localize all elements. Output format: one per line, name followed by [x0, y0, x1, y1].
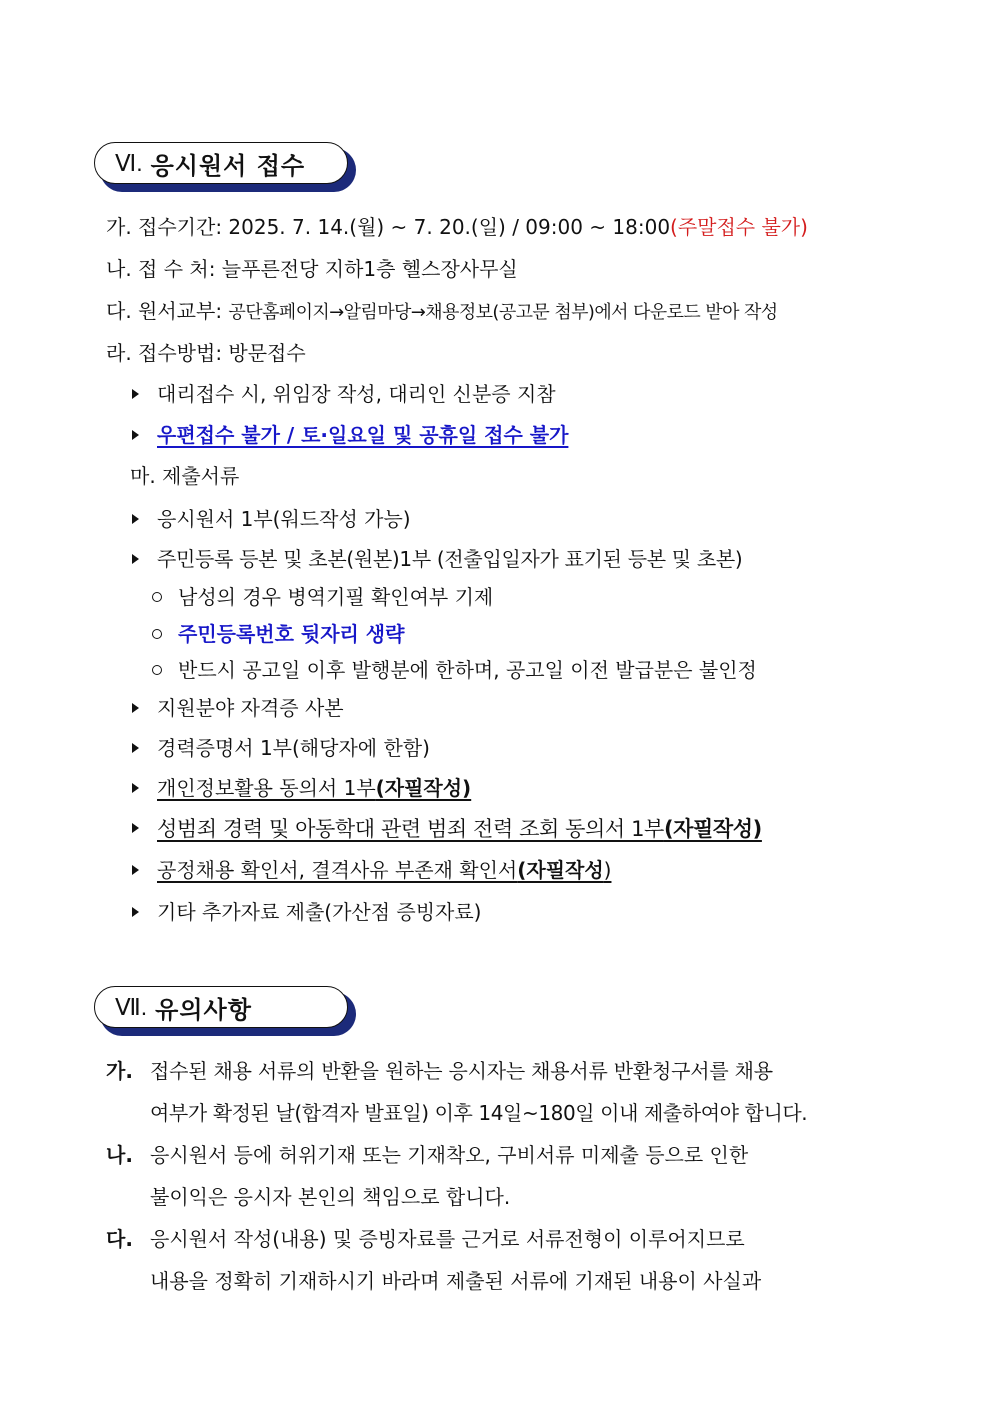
- notice-text-cont: 여부가 확정된 날(합격자 발표일) 이후 14일~180일 이내 제출하여야 합니다.: [150, 1101, 808, 1125]
- item-ma: 마. 제출서류: [130, 464, 240, 488]
- bullet-triangle-icon: [132, 907, 139, 917]
- list-item-text: [157, 817, 762, 841]
- list-item-text: 기타 추가자료 제출(가산점 증빙자료): [157, 900, 482, 924]
- bullet-triangle-icon: [132, 430, 139, 440]
- notice-line-1: [106, 1050, 896, 1092]
- list-item: [132, 734, 430, 762]
- sub-item-text: 반드시 공고일 이후 발행분에 한하며, 공고일 이전 발급분은 불인정: [178, 658, 757, 682]
- list-item-text: 지원분야 자격증 사본: [157, 696, 344, 720]
- sub-item: [152, 656, 757, 684]
- notice-item: [106, 1218, 896, 1302]
- sub-item-text: 남성의 경우 병역기필 확인여부 기제: [178, 585, 494, 609]
- notice-line-1: [106, 1134, 896, 1176]
- doc-text: 성범죄 경력 및 아동학대 관련 범죄 전력 조회 동의서 1부: [157, 817, 664, 841]
- section-header-7: [94, 986, 356, 1036]
- sub-item: [152, 620, 404, 648]
- section-title: 응시원서 접수: [150, 151, 306, 180]
- list-item: [132, 694, 344, 722]
- weekend-note: (주말접수 불가): [670, 215, 808, 239]
- notice-line-1: [106, 1218, 896, 1260]
- doc-text: 공정채용 확인서, 결격사유 부존재 확인서: [157, 858, 518, 882]
- bullet-triangle-icon: [132, 743, 139, 753]
- notice-marker: 나.: [106, 1143, 133, 1167]
- notice-text-cont: 내용을 정확히 기재하시기 바라며 제출된 서류에 기재된 내용이 사실과: [150, 1269, 762, 1293]
- doc-close-paren: ): [603, 858, 612, 882]
- list-item-text: [157, 858, 611, 882]
- bullet-circle-icon: [152, 665, 162, 675]
- doc-bold-note: (자필작성): [663, 817, 762, 841]
- section-numeral: Ⅵ.: [115, 149, 143, 176]
- item-ra: 라. 접수방법: 방문접수: [106, 341, 306, 365]
- list-item-text: [157, 776, 471, 800]
- header-box: [94, 986, 348, 1028]
- bullet-circle-icon: [152, 592, 162, 602]
- item-na: 나. 접 수 처: 늘푸른전당 지하1층 헬스장사무실: [106, 257, 518, 281]
- notice-item: [106, 1050, 896, 1134]
- list-item: [132, 774, 471, 802]
- list-item: [132, 815, 762, 843]
- list-item-text: 응시원서 1부(워드작성 가능): [157, 507, 411, 531]
- notice-marker: 다.: [106, 1227, 133, 1251]
- doc-text: 개인정보활용 동의서 1부: [157, 776, 376, 800]
- notice-text: 응시원서 등에 허위기재 또는 기재착오, 구비서류 미제출 등으로 인한: [150, 1143, 749, 1167]
- section-numeral: Ⅶ.: [115, 993, 148, 1020]
- sub-item: [152, 583, 493, 611]
- notice-item: [106, 1134, 896, 1218]
- section-title: 유의사항: [155, 995, 252, 1024]
- list-item: [132, 545, 742, 573]
- section-header-6: [94, 142, 356, 192]
- bullet-triangle-icon: [132, 783, 139, 793]
- item-ga-text: 가. 접수기간: 2025. 7. 14.(월) ~ 7. 20.(일) / 09:00 ~ 18:00: [106, 215, 671, 239]
- bullet-triangle-icon: [132, 389, 139, 399]
- item-da-text: 공단홈페이지→알림마당→채용정보(공고문 첨부)에서 다운로드 받아 작성: [228, 302, 778, 323]
- list-item: [132, 856, 611, 884]
- list-item: [132, 898, 481, 926]
- notice-text-cont: 불이익은 응시자 본인의 책임으로 합니다.: [150, 1185, 511, 1209]
- item-ga: [106, 213, 808, 241]
- bullet-triangle-icon: [132, 703, 139, 713]
- list-item-text: 주민등록 등본 및 초본(원본)1부 (전출입일자가 표기된 등본 및 초본): [157, 547, 743, 571]
- bullet-triangle-icon: [132, 865, 139, 875]
- resident-number-note: 주민등록번호 뒷자리 생략: [178, 622, 405, 646]
- bullet-triangle-icon: [132, 514, 139, 524]
- bullet-circle-icon: [152, 629, 162, 639]
- mail-restriction-text: 우편접수 불가 / 토·일요일 및 공휴일 접수 불가: [157, 423, 569, 447]
- list-item-text: 경력증명서 1부(해당자에 한함): [157, 736, 430, 760]
- bullet-triangle-icon: [132, 823, 139, 833]
- header-box: [94, 142, 348, 184]
- notice-marker: 가.: [106, 1059, 133, 1083]
- doc-bold-note: (자필작성: [517, 858, 604, 882]
- list-item: [132, 421, 568, 449]
- doc-bold-note: (자필작성): [375, 776, 472, 800]
- bullet-triangle-icon: [132, 554, 139, 564]
- list-item: [132, 380, 556, 408]
- notice-text: 응시원서 작성(내용) 및 증빙자료를 근거로 서류전형이 이루어지므로: [150, 1227, 745, 1251]
- list-item: [132, 505, 411, 533]
- list-item-text: 대리접수 시, 위임장 작성, 대리인 신분증 지참: [157, 382, 556, 406]
- item-da-label: 다. 원서교부:: [106, 299, 229, 323]
- notice-text: 접수된 채용 서류의 반환을 원하는 응시자는 채용서류 반환청구서를 채용: [150, 1059, 773, 1083]
- item-da: [106, 297, 778, 327]
